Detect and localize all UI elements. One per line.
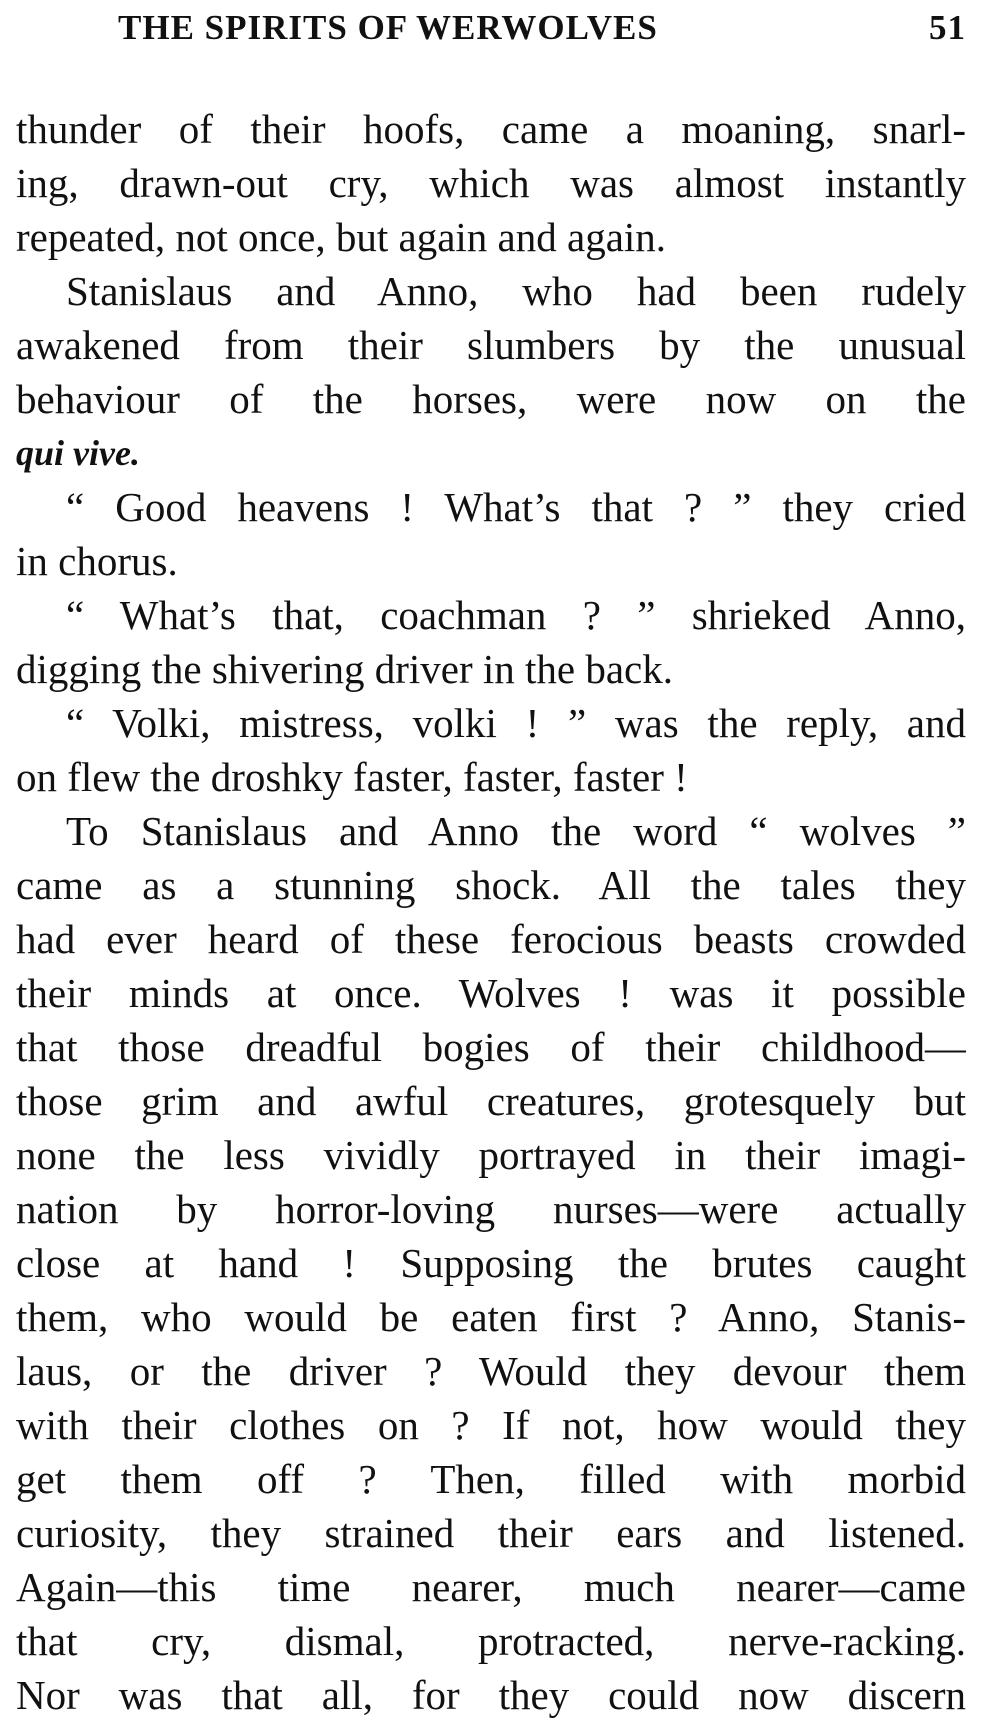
text-line: Again—this time nearer, much nearer—came [16,1564,966,1610]
text-line: had ever heard of these ferocious beasts crowded [16,916,966,962]
text-line: those grim and awful creatures, grotesquely but [16,1078,966,1124]
text-line: came as a stunning shock. All the tales they [16,862,966,908]
text-line: close at hand ! Supposing the brutes caught [16,1240,966,1286]
text-line: Nor was that all, for they could now discern [16,1672,966,1718]
text-line: their minds at once. Wolves ! was it possible [16,970,966,1016]
text-line: “ Volki, mistress, volki ! ” was the reply, and [66,700,966,746]
text-line: with their clothes on ? If not, how would they [16,1402,966,1448]
text-line: curiosity, they strained their ears and listened. [16,1510,966,1556]
running-head-title: THE SPIRITS OF WERWOLVES [118,8,658,47]
text-line: repeated, not once, but again and again. [16,214,667,260]
text-line: behaviour of the horses, were now on the [16,376,966,422]
text-line: them, who would be eaten first ? Anno, Stanis- [16,1294,966,1340]
text-line: awakened from their slumbers by the unusual [16,322,966,368]
text-line: none the less vividly portrayed in their imagi- [16,1132,966,1178]
text-line: laus, or the driver ? Would they devour them [16,1348,966,1394]
text-line: in chorus. [16,538,178,584]
body-text [16,102,966,1722]
text-line: that those dreadful bogies of their childhood— [16,1024,966,1070]
running-head [118,8,966,64]
text-line: To Stanislaus and Anno the word “ wolves ” [66,808,966,854]
text-line: Stanislaus and Anno, who had been rudely [66,268,966,314]
text-line-italic: qui vive. [16,433,140,473]
text-line: “ What’s that, coachman ? ” shrieked Anno, [66,592,966,638]
text-line: ing, drawn-out cry, which was almost instantly [16,160,966,206]
text-line: that cry, dismal, protracted, nerve-racking. [16,1618,966,1664]
text-line: nation by horror-loving nurses—were actually [16,1186,966,1232]
page-number: 51 [929,8,966,47]
text-line: on flew the droshky faster, faster, faster ! [16,754,688,800]
text-line: get them off ? Then, filled with morbid [16,1456,966,1502]
text-line: digging the shivering driver in the back. [16,646,673,692]
text-line: thunder of their hoofs, came a moaning, snarl- [16,106,966,152]
text-line: “ Good heavens ! What’s that ? ” they cried [66,484,966,530]
